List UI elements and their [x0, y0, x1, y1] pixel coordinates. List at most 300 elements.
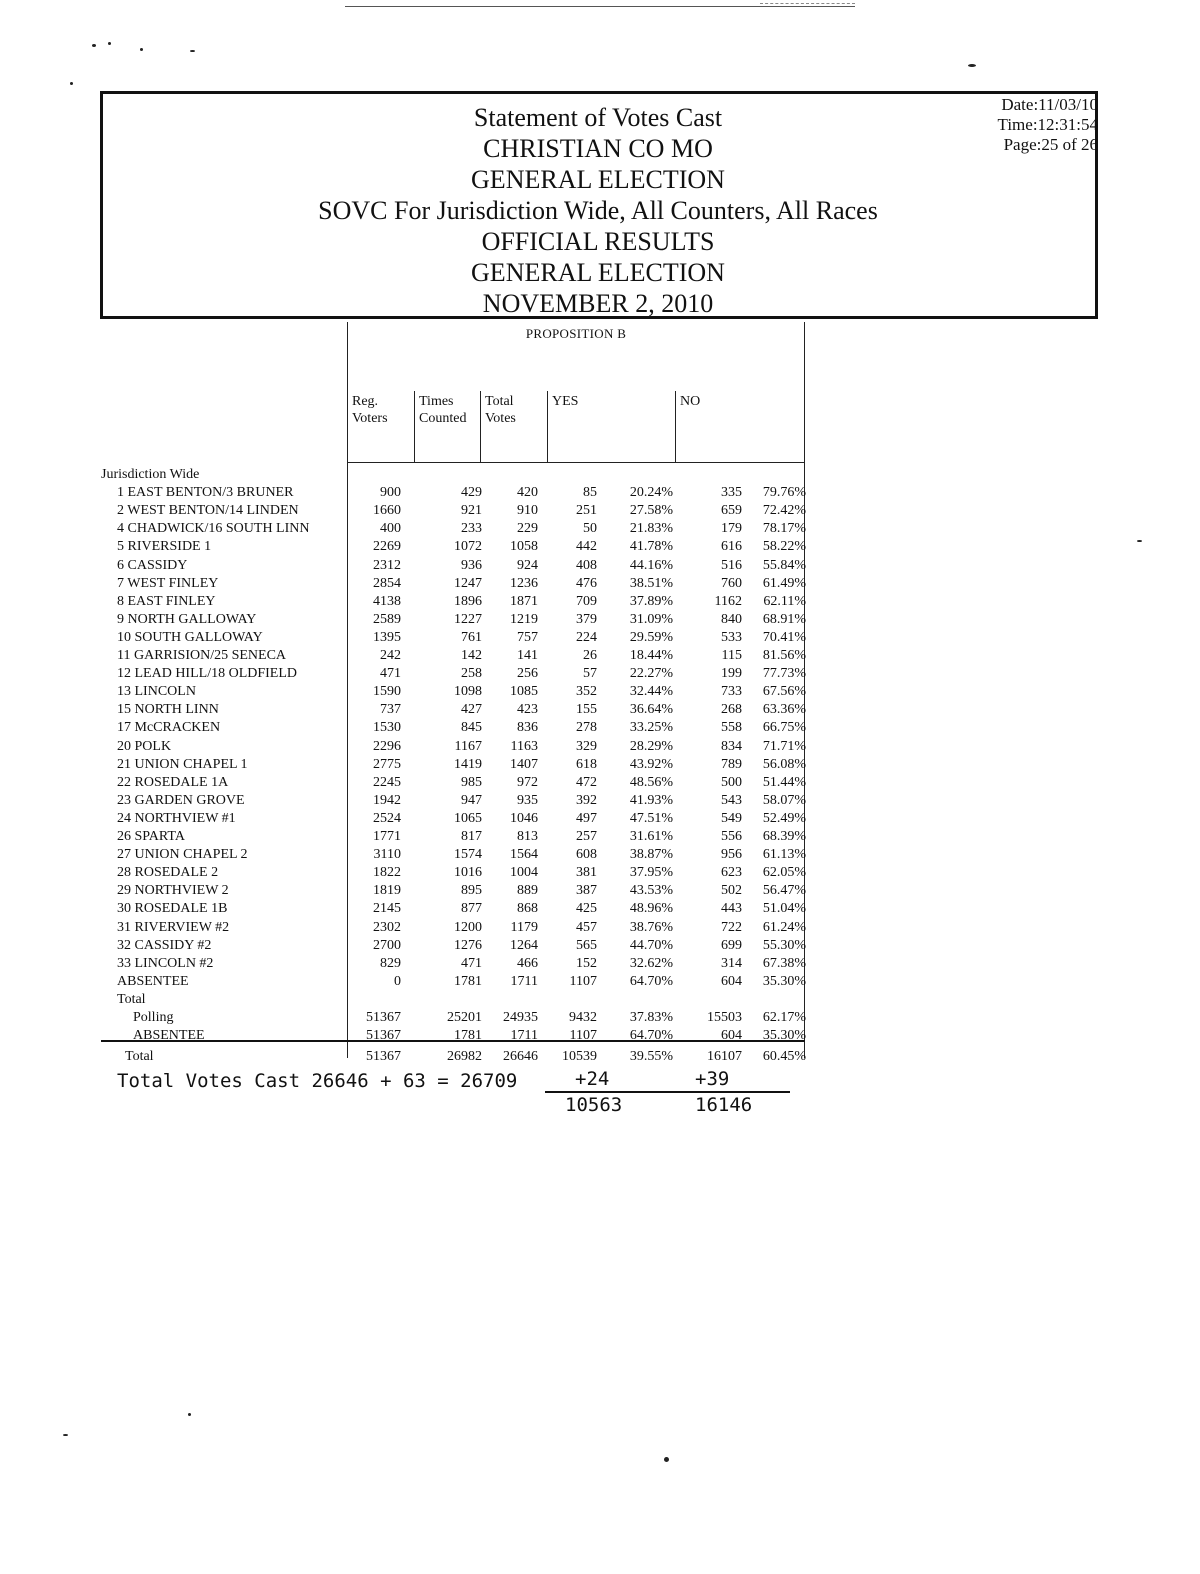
precinct-yes-pct: 20.24% — [629, 485, 673, 501]
total-rule — [101, 1040, 805, 1042]
col-header-no: NO — [680, 394, 701, 409]
precinct-times-counted: 1167 — [454, 738, 482, 754]
table-row — [101, 738, 811, 756]
precinct-total-votes: 910 — [517, 503, 538, 519]
precinct-total-votes: 868 — [517, 901, 538, 917]
precinct-no-pct: 62.05% — [762, 865, 806, 881]
table-row — [101, 919, 811, 937]
annotation-no-total: 16146 — [695, 1094, 753, 1116]
county-name: CHRISTIAN CO MO — [483, 134, 713, 163]
precinct-yes-pct: 38.87% — [629, 847, 673, 863]
precinct-no-pct: 61.24% — [762, 919, 806, 935]
precinct-yes-pct: 21.83% — [629, 521, 673, 537]
precinct-yes-pct: 48.56% — [629, 774, 673, 790]
precinct-total-votes: 1264 — [510, 937, 538, 953]
annotation-yes-add: +24 — [575, 1068, 610, 1090]
table-row — [101, 683, 811, 701]
precinct-no-count: 115 — [721, 648, 742, 663]
precinct-no-count: 268 — [721, 702, 742, 718]
precinct-name: 7 WEST FINLEY — [117, 575, 219, 591]
precinct-yes-count: 251 — [576, 503, 597, 519]
table-row — [101, 882, 811, 900]
table-row — [101, 1027, 811, 1045]
precinct-name: 27 UNION CHAPEL 2 — [117, 847, 248, 863]
precinct-reg-voters: 1530 — [373, 720, 401, 736]
precinct-no-count: 834 — [721, 738, 742, 754]
table-row — [101, 575, 811, 593]
precinct-reg-voters: 2145 — [373, 901, 401, 917]
table-row — [101, 846, 811, 864]
precinct-no-count: 604 — [721, 973, 742, 989]
precinct-no-count: 956 — [721, 847, 742, 863]
precinct-total-votes: 889 — [517, 883, 538, 899]
col-header-yes: YES — [552, 394, 579, 409]
precinct-yes-count: 329 — [576, 738, 597, 754]
table-row — [101, 502, 811, 520]
precinct-no-pct: 77.73% — [762, 666, 806, 682]
report-scope: SOVC For Jurisdiction Wide, All Counters, All Races — [318, 196, 878, 225]
precinct-total-votes: 466 — [517, 955, 538, 971]
precinct-name: 28 ROSEDALE 2 — [117, 865, 219, 881]
precinct-times-counted: 258 — [461, 666, 482, 682]
precinct-no-pct: 56.47% — [762, 883, 806, 899]
precinct-yes-count: 50 — [583, 521, 597, 537]
annotation-no-add: +39 — [695, 1068, 730, 1090]
precinct-reg-voters: 4138 — [373, 593, 401, 609]
table-row — [101, 701, 811, 719]
precinct-no-pct: 56.08% — [762, 756, 806, 772]
precinct-no-count: 1162 — [714, 593, 742, 609]
precinct-times-counted: 936 — [461, 557, 482, 573]
scan-speck — [63, 1434, 68, 1436]
precinct-times-counted: 895 — [461, 883, 482, 899]
precinct-reg-voters: 2312 — [373, 557, 401, 573]
col-header-total-votes: Total Votes — [485, 394, 516, 426]
precinct-times-counted: 845 — [461, 720, 482, 736]
precinct-no-pct: 35.30% — [762, 973, 806, 989]
scan-speck — [140, 48, 143, 51]
precinct-yes-pct: 36.64% — [629, 702, 673, 718]
table-row — [101, 593, 811, 611]
subtotal-no-count: 15503 — [707, 1010, 742, 1025]
report-page: Page:25 of 26 — [1003, 135, 1098, 154]
scan-top-line — [345, 6, 855, 7]
precinct-yes-pct: 47.51% — [629, 810, 673, 826]
precinct-no-pct: 61.13% — [762, 847, 806, 863]
precinct-name: 4 CHADWICK/16 SOUTH LINN — [117, 521, 310, 537]
precinct-yes-pct: 38.76% — [629, 919, 673, 935]
precinct-total-votes: 972 — [517, 774, 538, 790]
precinct-times-counted: 427 — [461, 702, 482, 718]
precinct-total-votes: 1871 — [510, 593, 538, 609]
precinct-reg-voters: 1771 — [373, 829, 401, 844]
precinct-name: 9 NORTH GALLOWAY — [117, 611, 257, 627]
annotation-total-votes-cast: Total Votes Cast 26646 + 63 = 26709 — [117, 1070, 518, 1092]
precinct-total-votes: 420 — [517, 485, 538, 501]
col-rule — [414, 391, 415, 462]
table-row — [101, 756, 811, 774]
precinct-total-votes: 813 — [517, 829, 538, 844]
precinct-no-count: 733 — [721, 684, 742, 700]
precinct-no-pct: 51.44% — [762, 774, 806, 790]
col-rule — [675, 391, 676, 462]
table-row — [101, 611, 811, 629]
precinct-reg-voters: 900 — [380, 485, 401, 501]
precinct-no-pct: 70.41% — [762, 629, 806, 645]
precinct-reg-voters: 737 — [380, 702, 401, 718]
precinct-reg-voters: 1660 — [373, 503, 401, 519]
precinct-total-votes: 1711 — [510, 973, 538, 989]
table-row — [101, 1048, 811, 1066]
precinct-name: 15 NORTH LINN — [117, 702, 219, 718]
precinct-times-counted: 1065 — [454, 810, 482, 826]
table-row — [101, 665, 811, 683]
precinct-reg-voters: 2524 — [373, 810, 401, 826]
precinct-reg-voters: 2302 — [373, 919, 401, 935]
annotation-underline — [545, 1091, 790, 1093]
grand-total-no-count: 16107 — [707, 1049, 742, 1065]
precinct-no-pct: 68.91% — [762, 611, 806, 627]
election-name: GENERAL ELECTION — [471, 165, 725, 194]
precinct-times-counted: 761 — [461, 629, 482, 645]
precinct-name: 10 SOUTH GALLOWAY — [117, 629, 263, 645]
precinct-total-votes: 1085 — [510, 684, 538, 700]
precinct-no-pct: 66.75% — [762, 720, 806, 736]
subtotal-yes-pct: 37.83% — [629, 1010, 673, 1025]
precinct-total-votes: 757 — [517, 629, 538, 645]
results-status: OFFICIAL RESULTS — [481, 227, 715, 256]
precinct-name: 12 LEAD HILL/18 OLDFIELD — [117, 666, 298, 682]
precinct-yes-pct: 38.51% — [629, 575, 673, 591]
col-header-times-counted: Times Counted — [419, 394, 467, 426]
precinct-yes-count: 152 — [576, 955, 597, 971]
precinct-times-counted: 1419 — [454, 756, 482, 772]
precinct-yes-count: 278 — [576, 720, 597, 736]
precinct-name: 30 ROSEDALE 1B — [117, 901, 228, 917]
precinct-yes-count: 408 — [576, 557, 597, 573]
table-row — [101, 647, 811, 665]
precinct-yes-count: 565 — [576, 937, 597, 953]
precinct-total-votes: 423 — [517, 702, 538, 718]
precinct-reg-voters: 829 — [380, 955, 401, 971]
scan-speck — [1137, 540, 1142, 542]
precinct-no-pct: 81.56% — [762, 648, 806, 663]
precinct-yes-pct: 18.44% — [629, 648, 673, 663]
subtotal-no-count: 604 — [721, 1028, 742, 1044]
precinct-times-counted: 877 — [461, 901, 482, 917]
precinct-total-votes: 1046 — [510, 810, 538, 826]
grand-total-yes-count: 10539 — [562, 1049, 597, 1065]
precinct-no-count: 199 — [721, 666, 742, 682]
precinct-name: 23 GARDEN GROVE — [117, 792, 245, 808]
precinct-no-pct: 55.30% — [762, 937, 806, 953]
precinct-times-counted: 1072 — [454, 539, 482, 555]
precinct-times-counted: 921 — [461, 503, 482, 519]
precinct-no-pct: 79.76% — [762, 485, 806, 501]
precinct-total-votes: 256 — [517, 666, 538, 682]
precinct-yes-pct: 37.89% — [629, 593, 673, 609]
precinct-no-pct: 67.38% — [762, 955, 806, 971]
precinct-yes-count: 57 — [583, 666, 597, 682]
grand-total-no-pct: 60.45% — [762, 1049, 806, 1065]
precinct-reg-voters: 0 — [394, 973, 401, 989]
precinct-yes-pct: 43.92% — [629, 756, 673, 772]
scan-speck — [190, 50, 195, 52]
precinct-times-counted: 817 — [461, 829, 482, 844]
precinct-reg-voters: 1942 — [373, 792, 401, 808]
grand-total-name: Total — [125, 1049, 154, 1065]
scan-speck — [70, 82, 73, 85]
precinct-reg-voters: 242 — [380, 648, 401, 663]
precinct-yes-count: 1107 — [569, 973, 597, 989]
precinct-no-pct: 78.17% — [762, 521, 806, 537]
table-row — [101, 719, 811, 737]
col-rule — [480, 391, 481, 462]
precinct-name: 17 McCRACKEN — [117, 720, 221, 736]
precinct-total-votes: 1163 — [510, 738, 538, 754]
race-title: PROPOSITION B — [525, 326, 627, 341]
total-section-label: Total — [117, 991, 146, 1007]
precinct-yes-count: 457 — [576, 919, 597, 935]
table-row — [101, 792, 811, 810]
header-bottom-rule — [347, 462, 804, 463]
precinct-name: 11 GARRISION/25 SENECA — [117, 648, 287, 663]
scan-speck — [968, 64, 976, 67]
precinct-yes-pct: 32.62% — [629, 955, 673, 971]
precinct-times-counted: 233 — [461, 521, 482, 537]
precinct-reg-voters: 2775 — [373, 756, 401, 772]
precinct-times-counted: 1896 — [454, 593, 482, 609]
subtotal-reg-voters: 51367 — [366, 1028, 401, 1044]
precinct-reg-voters: 2296 — [373, 738, 401, 754]
precinct-no-count: 335 — [721, 485, 742, 501]
precinct-yes-pct: 64.70% — [629, 973, 673, 989]
precinct-yes-count: 442 — [576, 539, 597, 555]
precinct-no-pct: 58.07% — [762, 792, 806, 808]
table-row — [101, 973, 811, 991]
precinct-times-counted: 1781 — [454, 973, 482, 989]
precinct-no-count: 699 — [721, 937, 742, 953]
table-row — [101, 937, 811, 955]
precinct-no-pct: 71.71% — [762, 738, 806, 754]
precinct-total-votes: 836 — [517, 720, 538, 736]
precinct-total-votes: 935 — [517, 792, 538, 808]
precinct-name: 8 EAST FINLEY — [117, 593, 216, 609]
precinct-name: 21 UNION CHAPEL 1 — [117, 756, 248, 772]
precinct-yes-pct: 44.70% — [629, 937, 673, 953]
precinct-name: 20 POLK — [117, 738, 172, 754]
precinct-yes-count: 472 — [576, 774, 597, 790]
precinct-reg-voters: 400 — [380, 521, 401, 537]
precinct-no-count: 558 — [721, 720, 742, 736]
table-row — [101, 557, 811, 575]
precinct-no-pct: 52.49% — [762, 810, 806, 826]
precinct-total-votes: 1564 — [510, 847, 538, 863]
precinct-no-pct: 55.84% — [762, 557, 806, 573]
precinct-no-count: 179 — [721, 521, 742, 537]
precinct-name: 6 CASSIDY — [117, 557, 188, 573]
precinct-yes-pct: 43.53% — [629, 883, 673, 899]
annotation-yes-total: 10563 — [565, 1094, 623, 1116]
subtotal-times-counted: 25201 — [447, 1010, 482, 1025]
grand-total-total-votes: 26646 — [503, 1049, 538, 1065]
grand-total-yes-pct: 39.55% — [629, 1049, 673, 1065]
subtotal-reg-voters: 51367 — [366, 1010, 401, 1025]
precinct-no-count: 623 — [721, 865, 742, 881]
precinct-total-votes: 1004 — [510, 865, 538, 881]
subtotal-yes-pct: 64.70% — [629, 1028, 673, 1044]
precinct-total-votes: 924 — [517, 557, 538, 573]
precinct-name: 33 LINCOLN #2 — [117, 955, 214, 971]
precinct-name: 2 WEST BENTON/14 LINDEN — [117, 503, 299, 519]
subtotal-name: Polling — [133, 1010, 174, 1025]
table-row — [101, 629, 811, 647]
precinct-reg-voters: 1819 — [373, 883, 401, 899]
scan-speck — [188, 1413, 191, 1416]
precinct-total-votes: 141 — [517, 648, 538, 663]
precinct-times-counted: 1016 — [454, 865, 482, 881]
precinct-no-count: 722 — [721, 919, 742, 935]
precinct-name: 13 LINCOLN — [117, 684, 196, 700]
precinct-name: 22 ROSEDALE 1A — [117, 774, 229, 790]
precinct-total-votes: 1058 — [510, 539, 538, 555]
precinct-yes-pct: 48.96% — [629, 901, 673, 917]
precinct-times-counted: 429 — [461, 485, 482, 501]
precinct-yes-count: 392 — [576, 792, 597, 808]
precinct-yes-count: 608 — [576, 847, 597, 863]
precinct-yes-pct: 29.59% — [629, 629, 673, 645]
precinct-no-pct: 67.56% — [762, 684, 806, 700]
election-date: NOVEMBER 2, 2010 — [482, 289, 714, 318]
precinct-yes-count: 387 — [576, 883, 597, 899]
precinct-times-counted: 1227 — [454, 611, 482, 627]
precinct-yes-count: 85 — [583, 485, 597, 501]
report-title-block — [103, 102, 1093, 319]
grand-total-reg-voters: 51367 — [366, 1049, 401, 1065]
precinct-times-counted: 947 — [461, 792, 482, 808]
precinct-no-count: 556 — [721, 829, 742, 844]
precinct-no-pct: 61.49% — [762, 575, 806, 591]
precinct-yes-count: 224 — [576, 629, 597, 645]
precinct-yes-pct: 31.61% — [629, 829, 673, 844]
precinct-yes-count: 379 — [576, 611, 597, 627]
precinct-times-counted: 471 — [461, 955, 482, 971]
precinct-no-count: 516 — [721, 557, 742, 573]
precinct-no-pct: 58.22% — [762, 539, 806, 555]
precinct-total-votes: 1219 — [510, 611, 538, 627]
table-row — [101, 810, 811, 828]
precinct-yes-pct: 37.95% — [629, 865, 673, 881]
precinct-no-count: 659 — [721, 503, 742, 519]
precinct-reg-voters: 471 — [380, 666, 401, 682]
precinct-yes-count: 155 — [576, 702, 597, 718]
precinct-yes-count: 425 — [576, 901, 597, 917]
precinct-no-count: 616 — [721, 539, 742, 555]
precinct-no-count: 502 — [721, 883, 742, 899]
subtotal-name: ABSENTEE — [133, 1028, 205, 1044]
precinct-yes-pct: 33.25% — [629, 720, 673, 736]
precinct-yes-count: 709 — [576, 593, 597, 609]
precinct-name: 26 SPARTA — [117, 829, 185, 844]
precinct-yes-count: 618 — [576, 756, 597, 772]
report-header-box — [100, 91, 1098, 319]
subtotal-total-votes: 1711 — [510, 1028, 538, 1044]
report-meta — [968, 95, 1098, 155]
table-row — [101, 955, 811, 973]
precinct-times-counted: 1200 — [454, 919, 482, 935]
precinct-reg-voters: 2700 — [373, 937, 401, 953]
precinct-reg-voters: 2589 — [373, 611, 401, 627]
precinct-yes-pct: 27.58% — [629, 503, 673, 519]
precinct-times-counted: 1574 — [454, 847, 482, 863]
precinct-name: 24 NORTHVIEW #1 — [117, 810, 236, 826]
precinct-total-votes: 1407 — [510, 756, 538, 772]
precinct-no-pct: 63.36% — [762, 702, 806, 718]
precinct-yes-count: 476 — [576, 575, 597, 591]
precinct-no-pct: 72.42% — [762, 503, 806, 519]
precinct-name: ABSENTEE — [117, 973, 189, 989]
scan-speck — [664, 1457, 669, 1462]
precinct-no-count: 840 — [721, 611, 742, 627]
precinct-yes-pct: 22.27% — [629, 666, 673, 682]
precinct-reg-voters: 3110 — [373, 847, 401, 863]
precinct-reg-voters: 2245 — [373, 774, 401, 790]
precinct-yes-count: 257 — [576, 829, 597, 844]
precinct-times-counted: 985 — [461, 774, 482, 790]
report-time: Time:12:31:54 — [997, 115, 1098, 134]
table-row — [101, 538, 811, 556]
precinct-no-count: 543 — [721, 792, 742, 808]
subtotal-times-counted: 1781 — [454, 1028, 482, 1044]
precinct-total-votes: 1236 — [510, 575, 538, 591]
section-label: Jurisdiction Wide — [101, 467, 200, 482]
subtotal-yes-count: 1107 — [569, 1028, 597, 1044]
precinct-total-votes: 229 — [517, 521, 538, 537]
precinct-no-count: 443 — [721, 901, 742, 917]
precinct-times-counted: 1247 — [454, 575, 482, 591]
precinct-reg-voters: 1395 — [373, 629, 401, 645]
precinct-name: 32 CASSIDY #2 — [117, 937, 212, 953]
precinct-yes-pct: 41.78% — [629, 539, 673, 555]
precinct-name: 1 EAST BENTON/3 BRUNER — [117, 485, 294, 501]
precinct-no-count: 314 — [721, 955, 742, 971]
precinct-yes-count: 497 — [576, 810, 597, 826]
precinct-yes-pct: 32.44% — [629, 684, 673, 700]
precinct-no-count: 789 — [721, 756, 742, 772]
precinct-yes-pct: 44.16% — [629, 557, 673, 573]
precinct-total-votes: 1179 — [510, 919, 538, 935]
precinct-no-count: 549 — [721, 810, 742, 826]
table-row — [101, 828, 811, 846]
col-header-reg-voters: Reg. Voters — [352, 394, 388, 426]
election-type: GENERAL ELECTION — [471, 258, 725, 287]
scan-top-dash — [760, 3, 855, 4]
table-row — [101, 520, 811, 538]
scan-speck — [108, 42, 111, 45]
table-row — [101, 774, 811, 792]
subtotal-yes-count: 9432 — [569, 1010, 597, 1025]
precinct-no-count: 533 — [721, 629, 742, 645]
scan-speck — [92, 44, 96, 47]
col-rule — [547, 391, 548, 462]
table-row — [101, 900, 811, 918]
precinct-reg-voters: 2269 — [373, 539, 401, 555]
precinct-times-counted: 1098 — [454, 684, 482, 700]
subtotal-total-votes: 24935 — [503, 1010, 538, 1025]
precinct-name: 5 RIVERSIDE 1 — [117, 539, 212, 555]
precinct-times-counted: 1276 — [454, 937, 482, 953]
precinct-yes-pct: 31.09% — [629, 611, 673, 627]
